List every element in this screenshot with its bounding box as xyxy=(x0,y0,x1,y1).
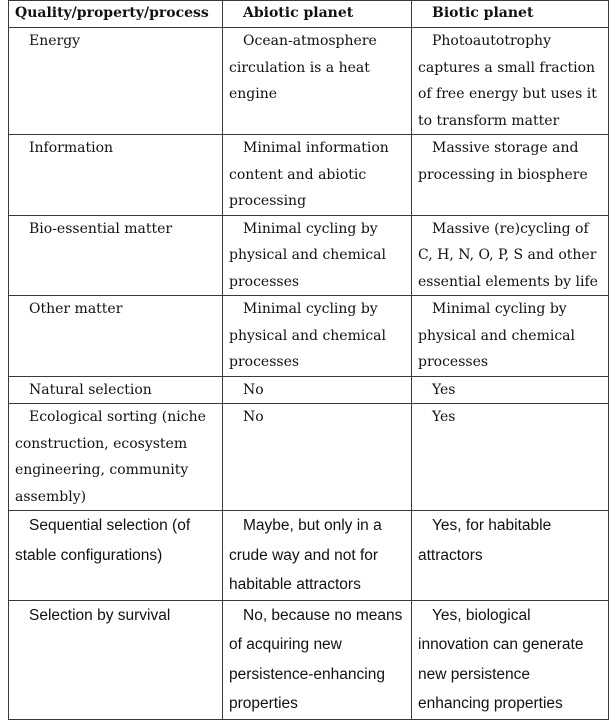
header-biotic: Biotic planet xyxy=(412,1,609,28)
row-other-matter-label: Other matter xyxy=(9,296,223,377)
row-bioessential-biotic: Massive (re)cycling of C, H, N, O, P, S and other essential elements by life xyxy=(412,215,609,296)
row-sequential-selection-label: Sequential selection (of stable configurations) xyxy=(9,511,223,601)
table-row xyxy=(9,215,609,296)
row-energy-abiotic: Ocean-atmosphere circulation is a heat engine xyxy=(223,28,412,135)
table-row xyxy=(9,135,609,216)
row-natural-selection-label: Natural selection xyxy=(9,376,223,404)
row-other-matter-biotic: Minimal cycling by physical and chemical processes xyxy=(412,296,609,377)
row-ecological-sorting-abiotic: No xyxy=(223,404,412,511)
row-information-biotic: Massive storage and processing in biosphere xyxy=(412,135,609,216)
table-row xyxy=(9,28,609,135)
row-bioessential-abiotic: Minimal cycling by physical and chemical processes xyxy=(223,215,412,296)
row-selection-survival-biotic: Yes, biological innovation can generate new persistence enhancing properties xyxy=(412,600,609,719)
row-natural-selection-abiotic: No xyxy=(223,376,412,404)
header-quality: Quality/property/process xyxy=(9,1,223,28)
header-abiotic: Abiotic planet xyxy=(223,1,412,28)
row-energy-biotic: Photoautotrophy captures a small fraction of free energy but uses it to transform matter xyxy=(412,28,609,135)
table-row xyxy=(9,511,609,601)
row-bioessential-label: Bio-essential matter xyxy=(9,215,223,296)
row-selection-survival-abiotic: No, because no means of acquiring new persistence-enhancing properties xyxy=(223,600,412,719)
row-sequential-selection-abiotic: Maybe, but only in a crude way and not for habitable attractors xyxy=(223,511,412,601)
row-sequential-selection-biotic: Yes, for habitable attractors xyxy=(412,511,609,601)
row-ecological-sorting-label: Ecological sorting (niche construction, ecosystem engineering, community assembly) xyxy=(9,404,223,511)
row-energy-label: Energy xyxy=(9,28,223,135)
table-row xyxy=(9,296,609,377)
header-row xyxy=(9,1,609,28)
row-information-abiotic: Minimal information content and abiotic processing xyxy=(223,135,412,216)
row-information-label: Information xyxy=(9,135,223,216)
table-row xyxy=(9,404,609,511)
row-ecological-sorting-biotic: Yes xyxy=(412,404,609,511)
table-row xyxy=(9,600,609,719)
comparison-table xyxy=(8,0,609,720)
row-natural-selection-biotic: Yes xyxy=(412,376,609,404)
row-other-matter-abiotic: Minimal cycling by physical and chemical processes xyxy=(223,296,412,377)
row-selection-survival-label: Selection by survival xyxy=(9,600,223,719)
table-row xyxy=(9,376,609,404)
